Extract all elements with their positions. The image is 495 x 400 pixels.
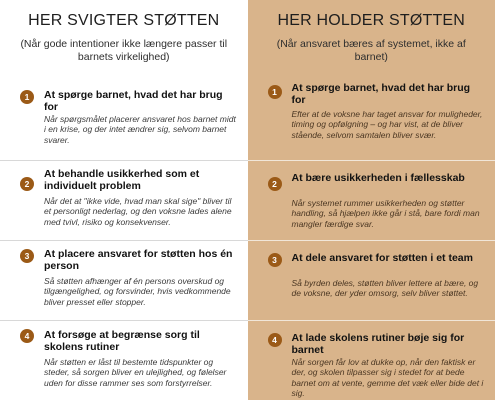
number-badge: 2: [20, 177, 34, 191]
number-badge: 1: [268, 85, 282, 99]
item-text: Når spørgsmålet placerer ansvaret hos barnet midt i en krise, og der intet ændrer sig, selvom barnet svarer.: [44, 114, 236, 145]
number-badge: 1: [20, 90, 34, 104]
item-text: Så støtten afhænger af én persons overskud og tilgængelighed, og forsvinder, hvis vedkommende bliver presset eller stopper.: [44, 276, 231, 307]
number-badge: 4: [268, 333, 282, 347]
number-badge: 2: [268, 177, 282, 191]
item-title: At bære usikkerheden i fællesskab: [291, 172, 465, 184]
fails-item-1: [0, 80, 248, 160]
item-text: Når det at "ikke vide, hvad man skal sige" bliver til et personligt nederlag, og den voksne lades alene med tvivl, risiko og konsekvenser.: [44, 196, 232, 227]
item-title: At spørge barnet, hvad det har brug for: [44, 89, 223, 113]
item-title: At placere ansvaret for støtten hos én person: [44, 248, 233, 272]
holds-item-4: [248, 320, 495, 400]
item-title: At forsøge at begrænse sorg til skolens rutiner: [44, 329, 200, 353]
item-title: At dele ansvaret for støtten i et team: [291, 252, 473, 264]
holds-item-1: [248, 80, 495, 160]
item-text: Efter at de voksne har taget ansvar for muligheder, timing og opfølgning – og har vist, at de bliver stående, selvom samtalen bliver svær.: [291, 109, 483, 140]
number-badge: 3: [20, 249, 34, 263]
fails-item-2: [0, 160, 248, 240]
holds-column: [248, 0, 495, 400]
item-text: Så byrden deles, støtten bliver lettere at bære, og de voksne, der yder omsorg, selv bliver støttet.: [291, 278, 479, 299]
holds-title: HER HOLDER STØTTEN: [277, 12, 466, 29]
number-badge: 3: [268, 253, 282, 267]
item-title: At behandle usikkerhed som et individuelt problem: [44, 168, 200, 192]
item-title: At spørge barnet, hvad det har brug for: [291, 82, 471, 106]
fails-item-4: [0, 320, 248, 400]
holds-subtitle: (Når ansvaret bæres af systemet, ikke af barnet): [276, 38, 466, 63]
item-title: At lade skolens rutiner bøje sig for barnet: [291, 332, 465, 356]
fails-item-3: [0, 240, 248, 320]
number-badge: 4: [20, 329, 34, 343]
holds-item-3: [248, 240, 495, 320]
item-text: Når sorgen får lov at dukke op, når den faktisk er der, og skolen tilpasser sig i stedet for at bede barnet om at vente, gemme det væk eller bide det i sig.: [291, 357, 484, 399]
item-text: Når systemet rummer usikkerheden og støtter handling, så hjælpen ikke går i stå, bare fordi man mangler færdige svar.: [291, 198, 480, 229]
item-text: Når støtten er låst til bestemte tidspunkter og steder, så sorgen bliver en ulejlighed, og følelser uden for disse rammer ses som forstyrrelser.: [44, 357, 227, 388]
holds-item-2: [248, 160, 495, 240]
fails-subtitle: (Når gode intentioner ikke længere passer til barnets virkelighed): [20, 38, 228, 63]
fails-title: HER SVIGTER STØTTEN: [28, 12, 220, 29]
